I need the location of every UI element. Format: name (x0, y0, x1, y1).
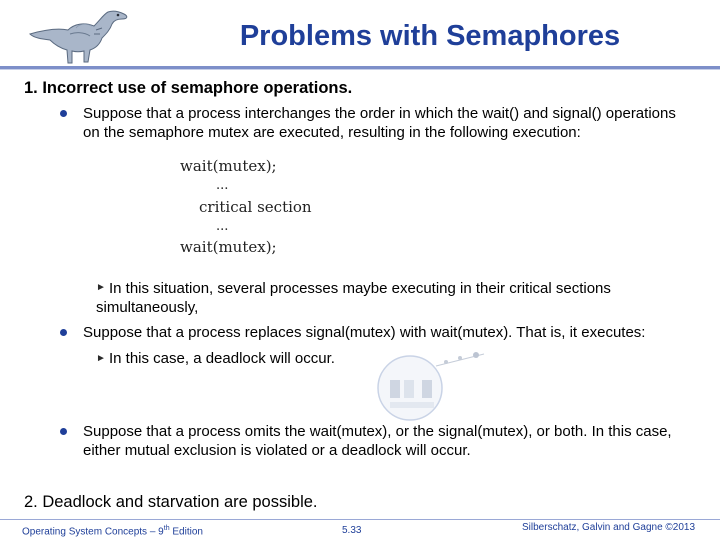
bullet-3-text (83, 422, 713, 460)
code-line-4: ... (216, 219, 229, 234)
code-line-1: wait(mutex); (180, 157, 277, 175)
footer-title-sup: th (163, 525, 170, 532)
faint-diagram-image (376, 348, 496, 424)
section-1-heading: 1. Incorrect use of semaphore operations. (24, 79, 353, 97)
footer-title-prefix: Operating System Concepts – 9 (22, 526, 164, 538)
code-line-2: ... (216, 178, 229, 193)
bullet-1-line-1: Suppose that a process interchanges the order in which the wait() and signal() operations (83, 105, 676, 122)
bullet-3-line-2: either mutual exclusion is violated or a deadlock will occur. (83, 442, 471, 459)
bullet-dot-icon (60, 428, 67, 435)
sub-bullet-1-text (96, 279, 709, 317)
footer-divider (0, 519, 720, 520)
page-title: Problems with Semaphores (239, 20, 621, 52)
bullet-1-text (83, 104, 713, 142)
sub-bullet-1-line-1: In this situation, several processes maybe executing in their critical sections (109, 280, 611, 297)
sub-bullet-1-line-2: simultaneously, (96, 299, 199, 316)
bullet-2-text: Suppose that a process replaces signal(mutex) with wait(mutex). That is, it executes: (83, 324, 646, 341)
section-2-heading: 2. Deadlock and starvation are possible. (24, 493, 318, 511)
bullet-dot-icon (60, 329, 67, 336)
code-line-3: critical section (199, 198, 312, 216)
title-divider-shadow (0, 69, 720, 70)
footer-title-suffix: Edition (169, 526, 203, 538)
footer-book-title (22, 525, 203, 537)
code-line-5: wait(mutex); (180, 238, 277, 256)
triangle-arrow-icon: ► (96, 282, 106, 293)
bullet-3-line-1: Suppose that a process omits the wait(mutex), or the signal(mutex), or both. In this case, (83, 423, 672, 440)
bullet-1-line-2: on the semaphore mutex are executed, resulting in the following execution: (83, 124, 581, 141)
footer-page-number: 5.33 (342, 525, 362, 536)
footer-authors: Silberschatz, Galvin and Gagne ©2013 (522, 522, 696, 533)
sub-bullet-2-text: In this case, a deadlock will occur. (109, 350, 335, 367)
dinosaur-icon (24, 6, 144, 66)
triangle-arrow-icon: ► (96, 353, 106, 364)
bullet-dot-icon (60, 110, 67, 117)
